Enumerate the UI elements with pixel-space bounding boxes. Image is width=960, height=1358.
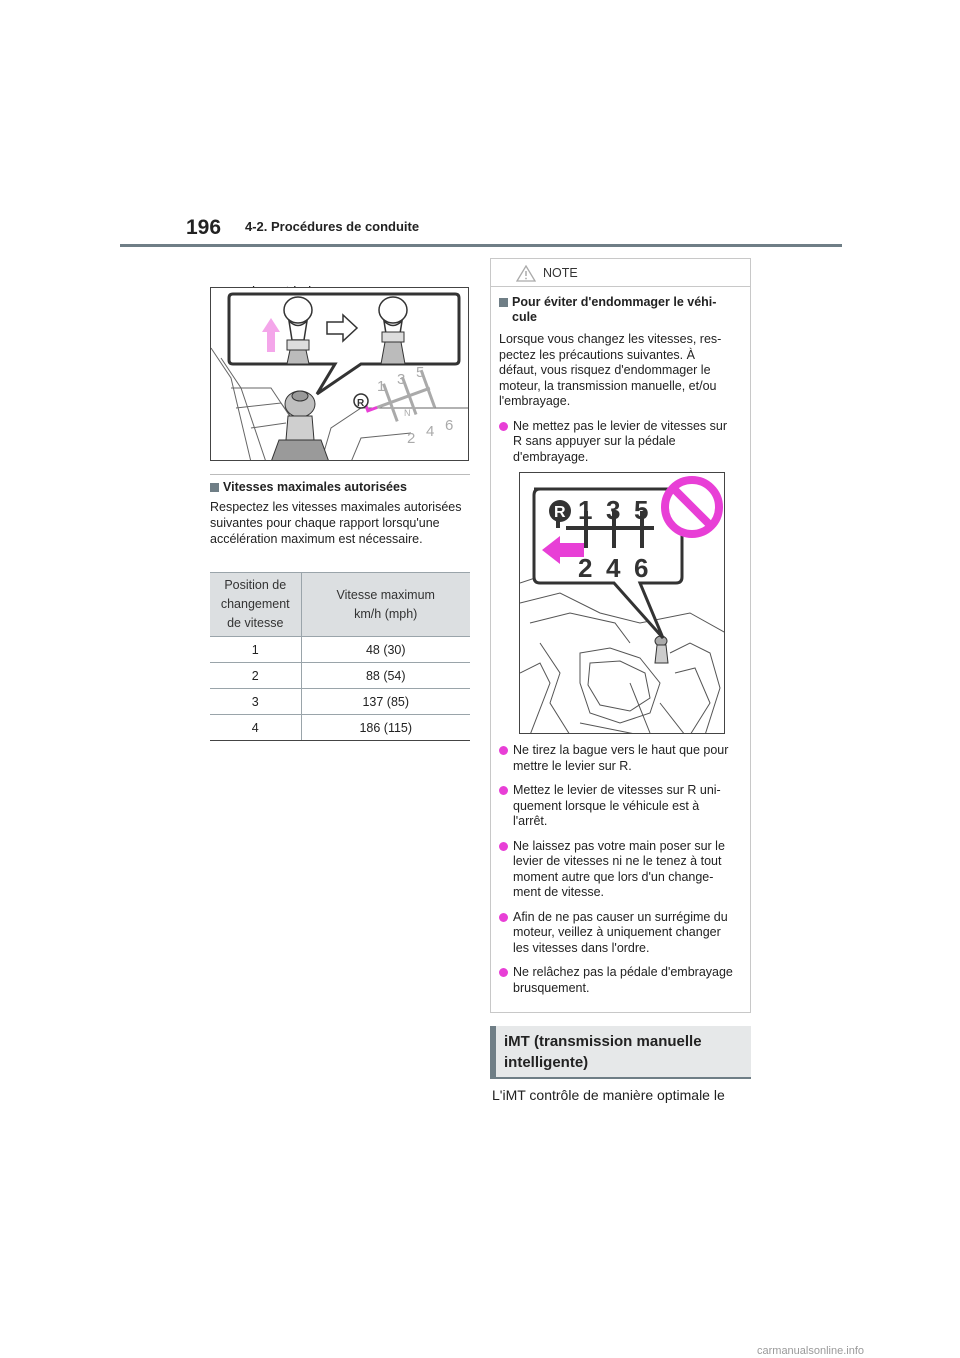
gate-number: 3	[606, 495, 621, 525]
note-box	[490, 258, 751, 1013]
paragraph-line: suivantes pour chaque rapport lorsqu'une	[210, 516, 440, 530]
imt-heading-line: intelligente)	[504, 1054, 589, 1071]
bullet-line: Ne mettez pas le levier de vitesses sur	[513, 418, 727, 433]
note-subheading-line: Pour éviter d'endommager le véhi-	[512, 295, 717, 309]
gate-number: 1	[578, 495, 593, 525]
bullet-line: quement lorsque le véhicule est à	[513, 798, 700, 813]
bullet-line: moment autre que lors d'un change-	[513, 869, 714, 884]
header-line: Vitesse maximum	[336, 587, 435, 602]
round-bullet-icon	[499, 786, 508, 795]
note-subheading-line: cule	[512, 310, 538, 324]
gate-number: 6	[634, 553, 649, 583]
watermark: carmanualsonline.info	[757, 1345, 865, 1357]
reverse-warning-figure	[519, 472, 725, 734]
header-line: km/h (mph)	[354, 606, 418, 621]
round-bullet-icon	[499, 746, 508, 755]
subheading-rule	[210, 474, 470, 475]
table-row	[210, 637, 470, 663]
table-row	[210, 663, 470, 689]
imt-heading	[490, 1026, 751, 1079]
note-bullet	[499, 910, 744, 957]
imt-intro-text: L'iMT contrôle de manière optimale le	[492, 1087, 725, 1103]
header-line: de vitesse	[227, 616, 284, 630]
note-header	[491, 259, 750, 287]
bullet-line: levier de vitesses ni ne le tenez à tout	[513, 854, 722, 868]
warning-triangle-icon	[516, 265, 536, 282]
paragraph-line: moteur, la transmission manuelle, et/ou	[499, 378, 717, 393]
paragraph-line: Respectez les vitesses maximales autorisées	[210, 500, 462, 514]
note-bullet	[499, 965, 744, 996]
subheading-text: Vitesses maximales autorisées	[223, 480, 407, 494]
bullet-line: Afin de ne pas causer un surrégime du	[513, 909, 728, 924]
bullet-line: Ne tirez la bague vers le haut que pour	[513, 743, 729, 757]
header-line: Position de	[224, 578, 287, 592]
bullet-line: d'embrayage.	[513, 449, 589, 464]
table-cell-speed: 88 (54)	[301, 663, 470, 689]
bullet-line: moteur, veillez à uniquement changer	[513, 925, 721, 939]
gate-reverse-label: R	[554, 504, 566, 521]
paragraph-line: Lorsque vous changez les vitesses, res-	[499, 332, 722, 346]
round-bullet-icon	[499, 842, 508, 851]
prohibition-icon	[665, 480, 719, 534]
gate-number: 4	[426, 423, 435, 440]
table-cell-gear: 1	[210, 637, 301, 663]
note-subheading	[499, 295, 744, 325]
bullet-line: R sans appuyer sur la pédale	[513, 434, 676, 448]
gate-number: 5	[416, 364, 425, 381]
gate-number: 5	[634, 495, 649, 525]
note-bullet	[499, 839, 744, 901]
bullet-line: ment de vitesse.	[513, 885, 605, 899]
gate-neutral-label: N	[404, 408, 411, 418]
table-cell-speed: 48 (30)	[301, 637, 470, 663]
header-rule	[120, 244, 842, 247]
gate-number: 3	[397, 371, 406, 388]
table-cell-speed: 137 (85)	[301, 689, 470, 715]
paragraph-line: accélération maximum est nécessaire.	[210, 532, 423, 546]
subheading-max-speeds	[210, 480, 407, 494]
max-speed-paragraph	[210, 499, 470, 547]
gate-number: 2	[578, 553, 593, 583]
note-bullet	[499, 743, 744, 774]
table-row	[210, 689, 470, 715]
gate-number: 1	[377, 378, 386, 395]
page-number: 196	[186, 216, 222, 239]
bullet-line: brusquement.	[513, 980, 590, 995]
round-bullet-icon	[499, 913, 508, 922]
table-cell-speed: 186 (115)	[301, 715, 470, 741]
bullet-line: mettre le levier sur R.	[513, 758, 632, 773]
bullet-line: Ne laissez pas votre main poser sur le	[513, 838, 725, 853]
round-bullet-icon	[499, 968, 508, 977]
table-cell-gear: 2	[210, 663, 301, 689]
table-cell-gear: 3	[210, 689, 301, 715]
note-bullet	[499, 783, 744, 830]
note-bullet	[499, 419, 744, 466]
paragraph-line: défaut, vous risquez d'endommager le	[499, 363, 711, 377]
bullet-line: les vitesses dans l'ordre.	[513, 940, 650, 955]
gate-number: 4	[606, 553, 621, 583]
table-row	[210, 715, 470, 741]
table-header-gear	[210, 573, 301, 637]
paragraph-line: pectez les précautions suivantes. À	[499, 347, 695, 362]
bullet-line: Mettez le levier de vitesses sur R uni-	[513, 783, 721, 797]
paragraph-line: l'embrayage.	[499, 394, 571, 408]
bullet-line: l'arrêt.	[513, 814, 548, 828]
note-paragraph	[499, 332, 744, 410]
table-header-speed	[301, 573, 470, 637]
round-bullet-icon	[499, 422, 508, 431]
gate-number: 2	[407, 430, 416, 447]
note-label: NOTE	[543, 266, 578, 280]
bullet-line: Ne relâchez pas la pédale d'embrayage	[513, 965, 733, 979]
note-bullets	[499, 743, 744, 1005]
square-bullet-icon	[499, 298, 508, 307]
gate-number: 6	[445, 417, 454, 434]
square-bullet-icon	[210, 483, 219, 492]
note-content	[499, 295, 744, 474]
table-cell-gear: 4	[210, 715, 301, 741]
max-speed-table	[210, 572, 470, 741]
section-title: 4-2. Procédures de conduite	[245, 219, 420, 234]
gate-reverse-label: R	[357, 398, 365, 409]
imt-heading-line: iMT (transmission manuelle	[504, 1033, 702, 1050]
shift-ring-figure	[210, 287, 469, 461]
header-line: changement	[220, 597, 290, 611]
